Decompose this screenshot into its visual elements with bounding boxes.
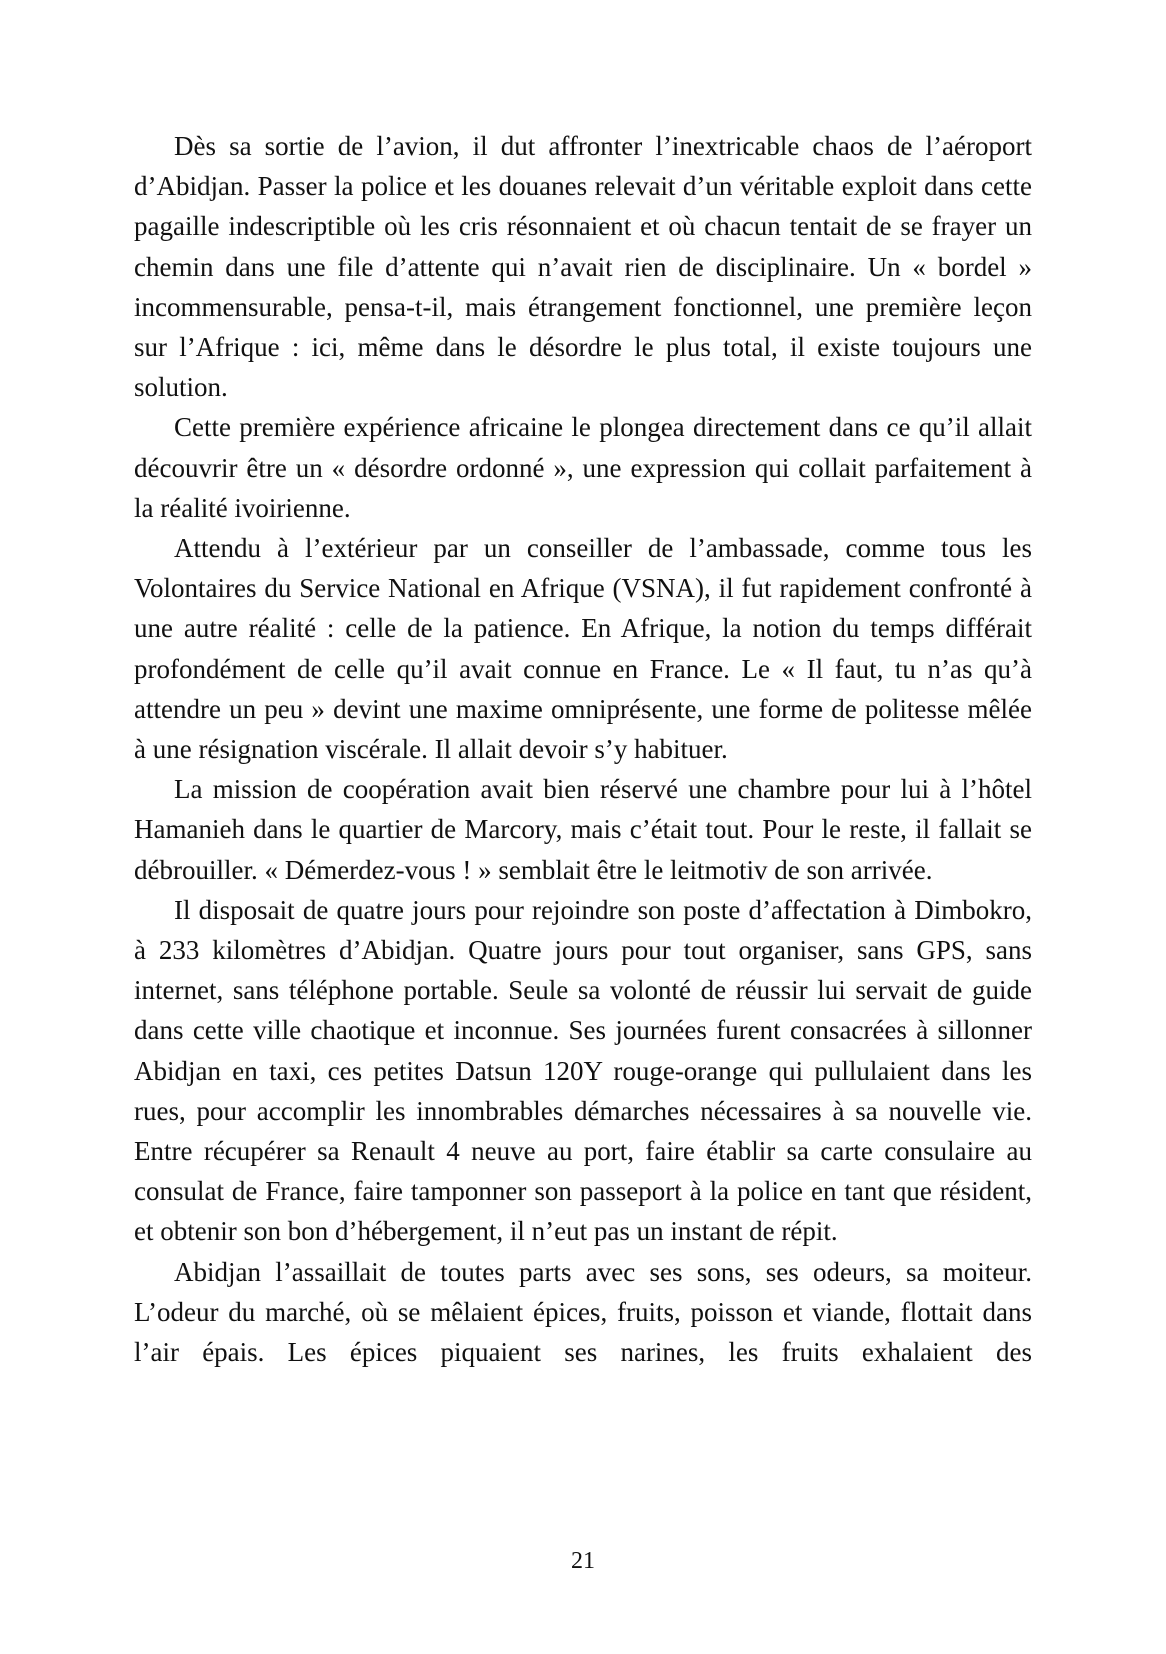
paragraph: Cette première expérience africaine le plongea directement dans ce qu’il allait découvrir être un « désordre ordonné », une expression qui collait parfaitement à la réalité ivoirienne. bbox=[134, 412, 1032, 523]
paragraph: Attendu à l’extérieur par un conseiller de l’ambassade, comme tous les Volontaires du Service National en Afrique (VSNA), il fut rapidement confronté à une autre réalité : celle de la patience. En Afrique, la notion du temps différait profondément de celle qu’il avait connue en France. Le « Il faut, tu n’as qu’à attendre un peu » devint une maxime omniprésente, une forme de politesse mêlée à une résignation viscérale. Il allait devoir s’y habituer. bbox=[134, 533, 1032, 765]
body-text bbox=[134, 126, 1032, 1372]
paragraph: Il disposait de quatre jours pour rejoindre son poste d’affectation à Dimbokro, à 233 kilomètres d’Abidjan. Quatre jours pour tout organiser, sans GPS, sans internet, sans téléphone portable. Seule sa volonté de réussir lui servait de guide dans cette ville chaotique et inconnue. Ses journées furent consacrées à sillonner Abidjan en taxi, ces petites Datsun 120Y rouge-orange qui pullulaient dans les rues, pour accomplir les innombrables démarches nécessaires à sa nouvelle vie. Entre récupérer sa Renault 4 neuve au port, faire établir sa carte consulaire au consulat de France, faire tamponner son passeport à la police en tant que résident, et obtenir son bon d’hébergement, il n’eut pas un instant de répit. bbox=[134, 894, 1032, 1247]
paragraph: La mission de coopération avait bien réservé une chambre pour lui à l’hôtel Hamanieh dans le quartier de Marcory, mais c’était tout. Pour le reste, il fallait se débrouiller. « Démerdez-vous ! » semblait être le leitmotiv de son arrivée. bbox=[134, 774, 1032, 885]
paragraph: Dès sa sortie de l’avion, il dut affronter l’inextricable chaos de l’aéroport d’Abidjan. Passer la police et les douanes relevait d’un véritable exploit dans cette pagaille indescriptible où les cris résonnaient et où chacun tentait de se frayer un chemin dans une file d’attente qui n’avait rien de disciplinaire. Un « bordel » incommensurable, pensa-t-il, mais étrangement fonctionnel, une première leçon sur l’Afrique : ici, même dans le désordre le plus total, il existe toujours une solution. bbox=[134, 131, 1032, 403]
page-number: 21 bbox=[571, 1548, 595, 1574]
paragraph-continued: Abidjan l’assaillait de toutes parts avec ses sons, ses odeurs, sa moiteur. L’odeur du marché, où se mêlaient épices, fruits, poisson et viande, flottait dans l’air épais. Les épices piquaient ses narines, les fruits exhalaient des bbox=[134, 1256, 1032, 1368]
